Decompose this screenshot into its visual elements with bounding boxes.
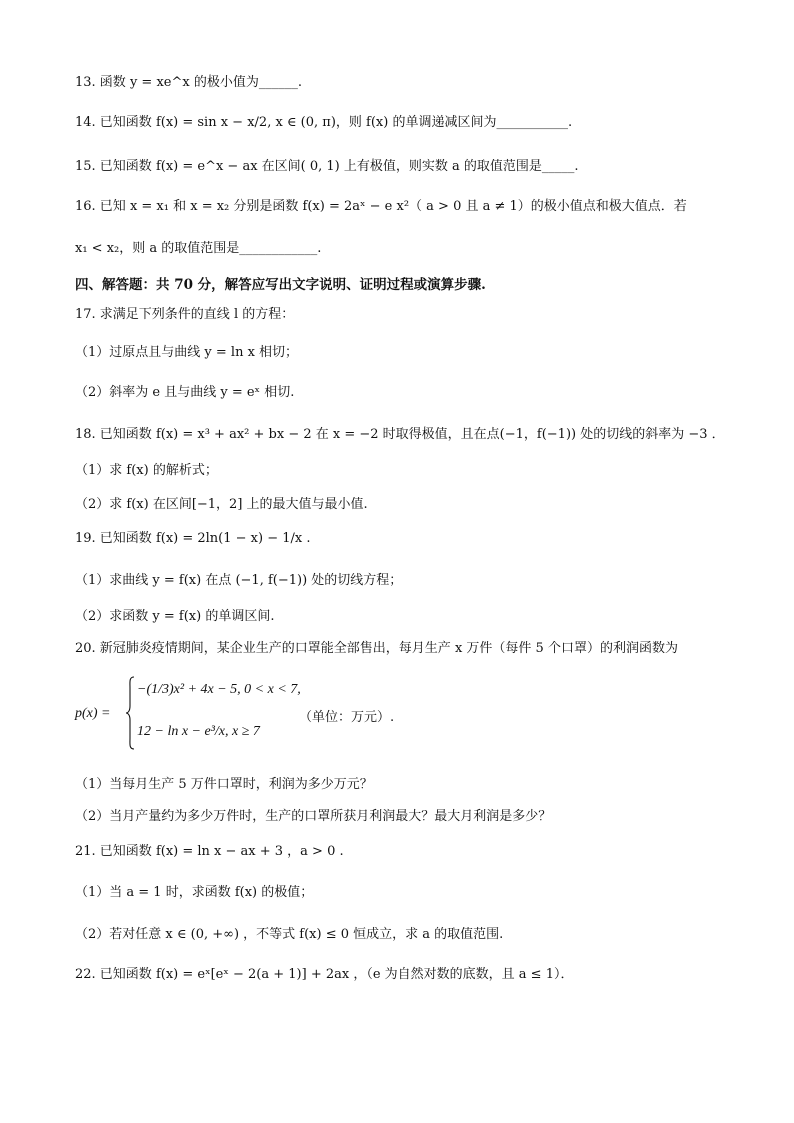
piecewise-row-1: −(1/3)x² + 4x − 5, 0 < x < 7, [137,682,301,697]
question-17-part-2: （2）斜率为 e 且与曲线 y = eˣ 相切. [75,385,295,400]
question-21-part-2: （2）若对任意 x ∈ (0, +∞) ，不等式 f(x) ≤ 0 恒成立，求 a 的取值范围. [75,927,504,942]
piecewise-function [75,676,495,756]
question-18-part-1: （1）求 f(x) 的解析式； [75,463,218,478]
question-17: 17. 求满足下列条件的直线 l 的方程： [75,307,295,322]
section-heading: 四、解答题：共 70 分，解答应写出文字说明、证明过程或演算步骤. [75,277,486,293]
question-16-line-2: x₁ < x₂，则 a 的取值范围是____________. [75,241,322,256]
brace-icon [125,676,135,750]
question-21-part-1: （1）当 a = 1 时，求函数 f(x) 的极值； [75,885,314,900]
question-21: 21. 已知函数 f(x) = ln x − ax + 3 ，a > 0 . [75,844,344,859]
piecewise-unit: （单位：万元）. [299,710,395,725]
question-19: 19. 已知函数 f(x) = 2ln(1 − x) − 1/x . [75,531,311,546]
question-13: 13. 函数 y = xe^x 的极小值为______. [75,75,302,90]
question-15: 15. 已知函数 f(x) = e^x − ax 在区间( 0, 1) 上有极值，则实数 a 的取值范围是_____. [75,159,579,174]
piecewise-row-2: 12 − ln x − e³/x, x ≥ 7 [137,724,260,739]
question-16-line-1: 16. 已知 x = x₁ 和 x = x₂ 分别是函数 f(x) = 2aˣ − e x²（ a > 0 且 a ≠ 1）的极小值点和极大值点．若 [75,199,687,214]
question-20: 20. 新冠肺炎疫情期间，某企业生产的口罩能全部售出，每月生产 x 万件（每件 5 个口罩）的利润函数为 [75,641,678,656]
question-18: 18. 已知函数 f(x) = x³ + ax² + bx − 2 在 x = −2 时取得极值，且在点(−1，f(−1)) 处的切线的斜率为 −3 ． [75,427,725,442]
question-22: 22. 已知函数 f(x) = eˣ[eˣ − 2(a + 1)] + 2ax ，（e 为自然对数的底数，且 a ≤ 1）． [75,967,574,982]
question-20-part-1: （1）当每月生产 5 万件口罩时，利润为多少万元？ [75,777,373,792]
question-19-part-2: （2）求函数 y = f(x) 的单调区间. [75,609,275,624]
question-17-part-1: （1）过原点且与曲线 y = ln x 相切； [75,345,299,360]
question-14: 14. 已知函数 f(x) = sin x − x/2, x ∈ (0, π)，则 f(x) 的单调递减区间为___________. [75,115,573,130]
question-18-part-2: （2）求 f(x) 在区间[−1，2] 上的最大值与最小值. [75,497,368,512]
question-20-part-2: （2）当月产量约为多少万件时，生产的口罩所获月利润最大？最大月利润是多少？ [75,809,552,824]
question-19-part-1: （1）求曲线 y = f(x) 在点 (−1, f(−1)) 处的切线方程； [75,573,403,588]
piecewise-lhs: p(x) = [75,706,111,721]
